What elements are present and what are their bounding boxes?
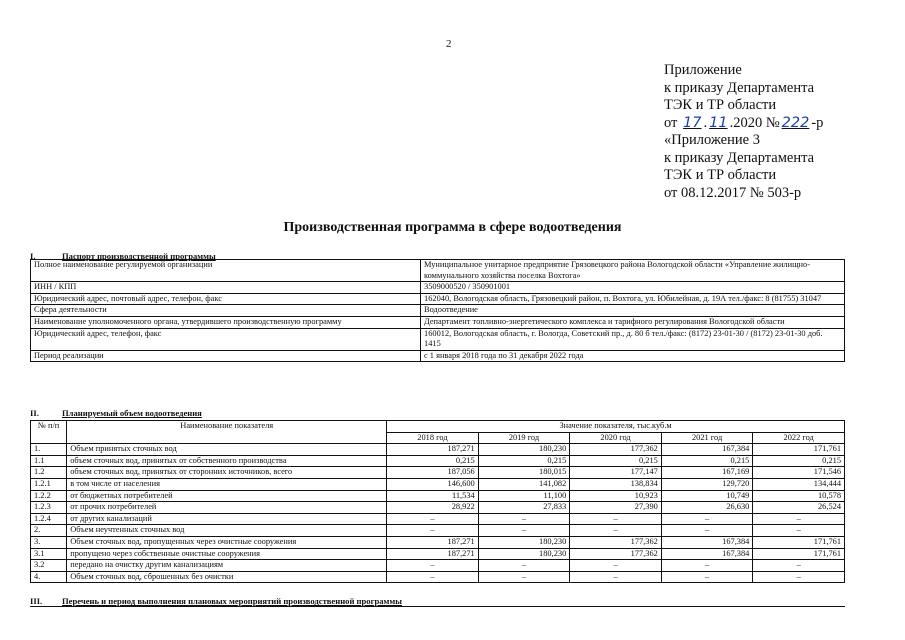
row-name: в том числе от населения [67, 478, 387, 490]
row-value: – [753, 525, 845, 537]
header-name: Наименование показателя [67, 421, 387, 444]
row-name: Объем неучтенных сточных вод [67, 525, 387, 537]
appendix-year: .2020 № [729, 114, 780, 131]
row-name: передано на очистку другим канализациям [67, 560, 387, 572]
row-name: Объем сточных вод, пропущенных через очистные сооружения [67, 536, 387, 548]
row-value: 129,720 [661, 478, 753, 490]
row-name: от других канализаций [67, 513, 387, 525]
row-number: 1.2.3 [31, 502, 67, 514]
row-value: – [478, 513, 570, 525]
table-row [31, 548, 845, 560]
row-value: – [753, 560, 845, 572]
passport-label: Юридический адрес, телефон, факс [31, 328, 421, 350]
row-number: 1.1 [31, 455, 67, 467]
row-name: от бюджетных потребителей [67, 490, 387, 502]
row-number: 1.2.4 [31, 513, 67, 525]
row-value: – [570, 560, 662, 572]
row-number: 1.2.1 [31, 478, 67, 490]
row-value: – [661, 525, 753, 537]
row-value: 134,444 [753, 478, 845, 490]
passport-row [31, 260, 845, 282]
passport-row [31, 316, 845, 328]
passport-row [31, 328, 845, 350]
row-value: 28,922 [387, 502, 479, 514]
row-value: – [753, 513, 845, 525]
appendix-order-line: от 17 . 11 .2020 № 222 -р [664, 114, 824, 131]
passport-value: с 1 января 2018 года по 31 декабря 2022 года [421, 350, 845, 362]
section-number: II. [30, 408, 39, 418]
row-value: – [570, 525, 662, 537]
row-value: 10,578 [753, 490, 845, 502]
appendix-line: ТЭК и ТР области [664, 97, 777, 113]
table-row [31, 478, 845, 490]
row-value: 27,833 [478, 502, 570, 514]
row-value: 180,015 [478, 467, 570, 479]
passport-row [31, 282, 845, 294]
section-title: Планируемый объем водоотведения [62, 408, 202, 418]
row-name: Объем принятых сточных вод [67, 444, 387, 456]
header-values: Значение показателя, тыс.куб.м [387, 421, 845, 433]
row-name: объем сточных вод, принятых от собственного производства [67, 455, 387, 467]
row-value: 141,082 [478, 478, 570, 490]
section-heading-3 [30, 596, 845, 607]
section-title: Паспорт производственной программы [62, 251, 216, 261]
handwritten-order-number: 222 [781, 114, 810, 131]
row-value: 0,215 [387, 455, 479, 467]
row-value: 171,761 [753, 444, 845, 456]
row-value: – [570, 571, 662, 583]
table-row [31, 444, 845, 456]
passport-label: Юридический адрес, почтовый адрес, телефон, факс [31, 293, 421, 305]
row-value: 10,923 [570, 490, 662, 502]
passport-value: 160012, Вологодская область, г. Вологда, Советский пр., д. 80 б тел./факс: (8172) 23-01-30 / (8172) 23-01-30 доб. 1415 [421, 328, 845, 350]
row-value: 167,169 [661, 467, 753, 479]
page-number: 2 [446, 38, 452, 50]
row-value: 138,834 [570, 478, 662, 490]
row-number: 4. [31, 571, 67, 583]
passport-table [30, 259, 845, 362]
header-year: 2022 год [753, 432, 845, 444]
row-value: 10,749 [661, 490, 753, 502]
passport-value: 162040, Вологодская область, Грязовецкий район, п. Вохтога, ул. Юбилейная, д. 19А тел./факс: 8 (81755) 31047 [421, 293, 845, 305]
row-value: 177,362 [570, 444, 662, 456]
row-number: 2. [31, 525, 67, 537]
appendix-line: к приказу Департамента [664, 79, 815, 96]
table-row [31, 467, 845, 479]
table-row [31, 490, 845, 502]
header-num: № п/п [31, 421, 67, 444]
passport-value: Муниципальное унитарное предприятие Грязовецкого района Вологодской области «Управление жилищно-коммунального хозяйства поселка Вохтога» [421, 260, 845, 282]
passport-label: Полное наименование регулируемой организации [31, 260, 421, 282]
row-value: 177,362 [570, 536, 662, 548]
passport-row [31, 305, 845, 317]
passport-label: Сфера деятельности [31, 305, 421, 317]
row-value: 0,215 [661, 455, 753, 467]
appendix-line: Приложение [664, 62, 742, 78]
row-number: 3. [31, 536, 67, 548]
row-name: пропущено через собственные очистные сооружения [67, 548, 387, 560]
header-year: 2020 год [570, 432, 662, 444]
appendix-from: от [664, 114, 682, 131]
header-year: 2019 год [478, 432, 570, 444]
table-row [31, 525, 845, 537]
handwritten-day: 17 [683, 114, 702, 131]
row-value: 167,384 [661, 536, 753, 548]
appendix-line: от 08.12.2017 № 503-р [664, 184, 802, 201]
passport-row [31, 350, 845, 362]
appendix-line: «Приложение 3 [664, 132, 760, 148]
row-value: 167,384 [661, 444, 753, 456]
row-value: 177,147 [570, 467, 662, 479]
plan-table [30, 420, 845, 583]
header-year: 2018 год [387, 432, 479, 444]
row-value: – [387, 571, 479, 583]
row-value: 146,600 [387, 478, 479, 490]
section-heading-2 [30, 408, 202, 418]
handwritten-month: 11 [709, 114, 728, 131]
passport-label: Период реализации [31, 350, 421, 362]
row-value: – [661, 571, 753, 583]
row-name: от прочих потребителей [67, 502, 387, 514]
row-value: 11,534 [387, 490, 479, 502]
row-number: 3.1 [31, 548, 67, 560]
row-value: – [570, 513, 662, 525]
table-row [31, 560, 845, 572]
row-value: 187,271 [387, 536, 479, 548]
row-number: 1.2 [31, 467, 67, 479]
row-name: объем сточных вод, принятых от сторонних источников, всего [67, 467, 387, 479]
row-value: 167,384 [661, 548, 753, 560]
table-row [31, 536, 845, 548]
row-number: 1. [31, 444, 67, 456]
row-value: 187,056 [387, 467, 479, 479]
row-value: 11,100 [478, 490, 570, 502]
row-value: 0,215 [753, 455, 845, 467]
row-value: 0,215 [478, 455, 570, 467]
row-value: – [387, 513, 479, 525]
row-value: 171,546 [753, 467, 845, 479]
row-value: 180,230 [478, 536, 570, 548]
row-number: 1.2.2 [31, 490, 67, 502]
row-value: – [753, 571, 845, 583]
passport-value: Департамент топливно-энергетического комплекса и тарифного регулирования Вологодской области [421, 316, 845, 328]
table-row [31, 571, 845, 583]
row-value: 26,630 [661, 502, 753, 514]
section-title: Перечень и период выполнения плановых мероприятий производственной программы [62, 596, 402, 606]
row-value: 187,271 [387, 444, 479, 456]
passport-value: 3509000520 / 350901001 [421, 282, 845, 294]
row-value: – [478, 560, 570, 572]
appendix-line: к приказу Департамента [664, 149, 815, 166]
document-title: Производственная программа в сфере водоотведения [283, 220, 622, 235]
table-row [31, 502, 845, 514]
table-row [31, 455, 845, 467]
row-value: – [478, 525, 570, 537]
row-name: Объем сточных вод, сброшенных без очистки [67, 571, 387, 583]
row-value: 187,271 [387, 548, 479, 560]
row-value: – [661, 560, 753, 572]
section-number: I. [30, 251, 36, 261]
appendix-suffix: -р [811, 114, 824, 131]
row-value: 26,524 [753, 502, 845, 514]
row-value: – [661, 513, 753, 525]
row-value: 171,761 [753, 548, 845, 560]
row-value: – [387, 560, 479, 572]
passport-value: Водоотведение [421, 305, 845, 317]
row-value: 27,390 [570, 502, 662, 514]
table-row [31, 513, 845, 525]
row-value: 180,230 [478, 548, 570, 560]
row-value: – [478, 571, 570, 583]
appendix-block [664, 62, 823, 202]
row-value: – [387, 525, 479, 537]
appendix-line: ТЭК и ТР области [664, 167, 777, 183]
passport-row [31, 293, 845, 305]
header-year: 2021 год [661, 432, 753, 444]
row-value: 0,215 [570, 455, 662, 467]
row-value: 180,230 [478, 444, 570, 456]
passport-label: ИНН / КПП [31, 282, 421, 294]
row-number: 3.2 [31, 560, 67, 572]
row-value: 177,362 [570, 548, 662, 560]
passport-label: Наименование уполномоченного органа, утвердившего производственную программу [31, 316, 421, 328]
section-number: III. [30, 596, 43, 606]
row-value: 171,761 [753, 536, 845, 548]
